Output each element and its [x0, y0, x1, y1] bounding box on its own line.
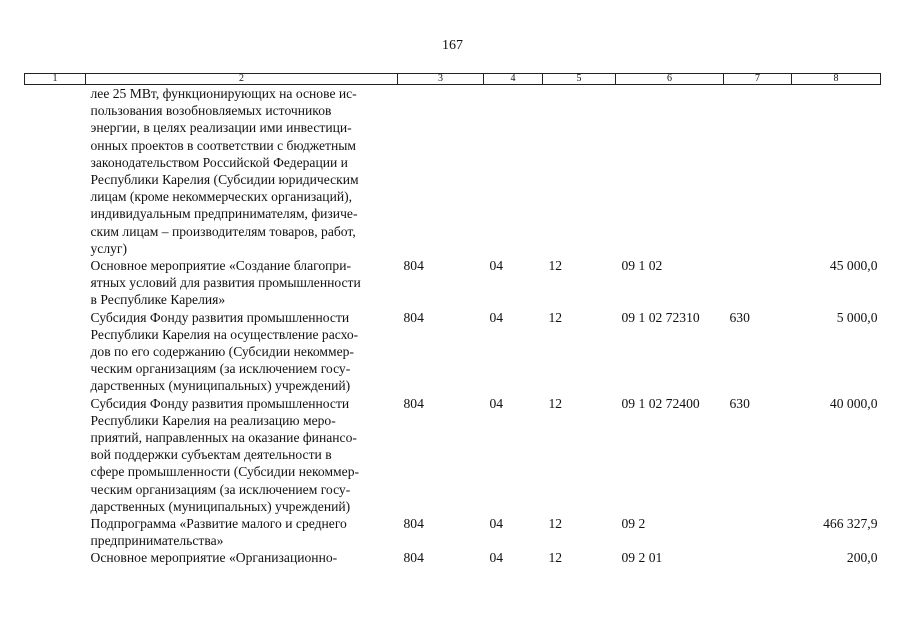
description-line: Субсидия Фонду развития промышленности [90, 309, 350, 325]
description-cell [86, 257, 398, 309]
description-line: онных проектов в соответствии с бюджетным [90, 137, 356, 153]
description-line: дов по его содержанию (Субсидии некоммер- [90, 344, 354, 360]
table-body [25, 85, 881, 567]
target-article-cell [616, 85, 724, 258]
column-number-header [25, 74, 881, 85]
description-cell [86, 85, 398, 258]
target-article-cell: 09 2 01 [621, 550, 663, 566]
description-line: услуг) [90, 240, 128, 256]
header-cell: 5 [543, 74, 616, 85]
header-cell: 6 [616, 74, 724, 85]
subsection-code-cell: 12 [548, 550, 563, 566]
section-code-cell: 04 [489, 258, 504, 274]
subsection-code-cell: 12 [548, 395, 563, 411]
description-line: дарственных (муниципальных) учреждений) [90, 498, 351, 514]
expense-type-cell: 630 [729, 395, 750, 411]
table-row [25, 549, 881, 566]
description-cell [86, 549, 398, 566]
expense-type-cell [724, 549, 792, 566]
description-line: Республики Карелия на осуществление расхо- [90, 326, 359, 342]
amount-cell: 40 000,0 [829, 395, 878, 411]
header-cell: 8 [792, 74, 881, 85]
description-line: ятных условий для развития промышленности [90, 275, 361, 291]
description-line: вой поддержки субъектам деятельности в [90, 447, 332, 463]
subsection-code-cell: 12 [548, 516, 563, 532]
table-row [25, 515, 881, 549]
subsection-code-cell: 12 [548, 258, 563, 274]
row-index-cell [25, 309, 86, 395]
description-line: Республики Карелия (Субсидии юридическим [90, 172, 359, 188]
description-line: Основное мероприятие «Создание благопри- [90, 258, 352, 274]
target-article-cell: 09 1 02 72400 [621, 395, 700, 411]
ministry-code-cell: 804 [403, 550, 424, 566]
description-line: Республики Карелия на реализацию меро- [90, 412, 336, 428]
row-index-cell [25, 549, 86, 566]
section-code-cell: 04 [489, 550, 504, 566]
description-line: пользования возобновляемых источников [90, 103, 332, 119]
target-article-cell: 09 1 02 [621, 258, 663, 274]
row-index-cell [25, 515, 86, 549]
target-article-cell: 09 1 02 72310 [621, 309, 700, 325]
expense-type-cell [724, 515, 792, 549]
description-line: дарственных (муниципальных) учреждений) [90, 378, 351, 394]
expense-type-cell [724, 257, 792, 309]
row-index-cell [25, 85, 86, 258]
table-row [25, 309, 881, 395]
description-line: энергии, в целях реализации ими инвестици- [90, 120, 352, 136]
description-line: Субсидия Фонду развития промышленности [90, 395, 350, 411]
amount-cell: 45 000,0 [829, 258, 878, 274]
amount-cell: 200,0 [846, 550, 878, 566]
description-line: в Республике Карелия» [90, 292, 226, 308]
expense-type-cell [724, 85, 792, 258]
description-line: Подпрограмма «Развитие малого и среднего [90, 516, 347, 532]
description-line: ческим организациям (за исключением госу- [90, 481, 351, 497]
ministry-code-cell: 804 [403, 309, 424, 325]
row-index-cell [25, 257, 86, 309]
ministry-code-cell [398, 85, 484, 258]
description-cell [86, 515, 398, 549]
description-line: ческим организациям (за исключением госу- [90, 361, 351, 377]
budget-table [24, 73, 881, 567]
amount-cell: 466 327,9 [823, 516, 878, 532]
description-cell [86, 309, 398, 395]
section-code-cell: 04 [489, 309, 504, 325]
description-line: предпринимательства» [90, 533, 224, 549]
ministry-code-cell: 804 [403, 258, 424, 274]
description-line: индивидуальным предпринимателям, физиче- [90, 206, 358, 222]
amount-cell: 5 000,0 [836, 309, 878, 325]
header-cell: 1 [25, 74, 86, 85]
header-cell: 4 [484, 74, 543, 85]
description-line: лее 25 МВт, функционирующих на основе ис- [90, 86, 357, 101]
description-line: ским лицам – производителям товаров, работ, [90, 223, 356, 239]
subsection-code-cell: 12 [548, 309, 563, 325]
description-line: Основное мероприятие «Организационно- [90, 550, 338, 566]
target-article-cell: 09 2 [621, 516, 646, 532]
description-line: лицам (кроме некоммерческих организаций), [90, 189, 353, 205]
ministry-code-cell: 804 [403, 516, 424, 532]
section-code-cell: 04 [489, 516, 504, 532]
description-line: сфере промышленности (Субсидии некоммер- [90, 464, 360, 480]
description-cell [86, 395, 398, 515]
table-row [25, 257, 881, 309]
row-index-cell [25, 395, 86, 515]
page-number: 167 [442, 38, 463, 53]
table-row [25, 85, 881, 258]
subsection-code-cell [543, 85, 616, 258]
amount-cell [792, 85, 881, 258]
header-cell: 3 [398, 74, 484, 85]
section-code-cell [484, 85, 543, 258]
ministry-code-cell: 804 [403, 395, 424, 411]
expense-type-cell: 630 [729, 309, 750, 325]
section-code-cell: 04 [489, 395, 504, 411]
header-cell: 7 [724, 74, 792, 85]
description-line: приятий, направленных на оказание финансо- [90, 430, 357, 446]
description-line: законодательством Российской Федерации и [90, 154, 348, 170]
table-row [25, 395, 881, 515]
header-cell: 2 [86, 74, 398, 85]
